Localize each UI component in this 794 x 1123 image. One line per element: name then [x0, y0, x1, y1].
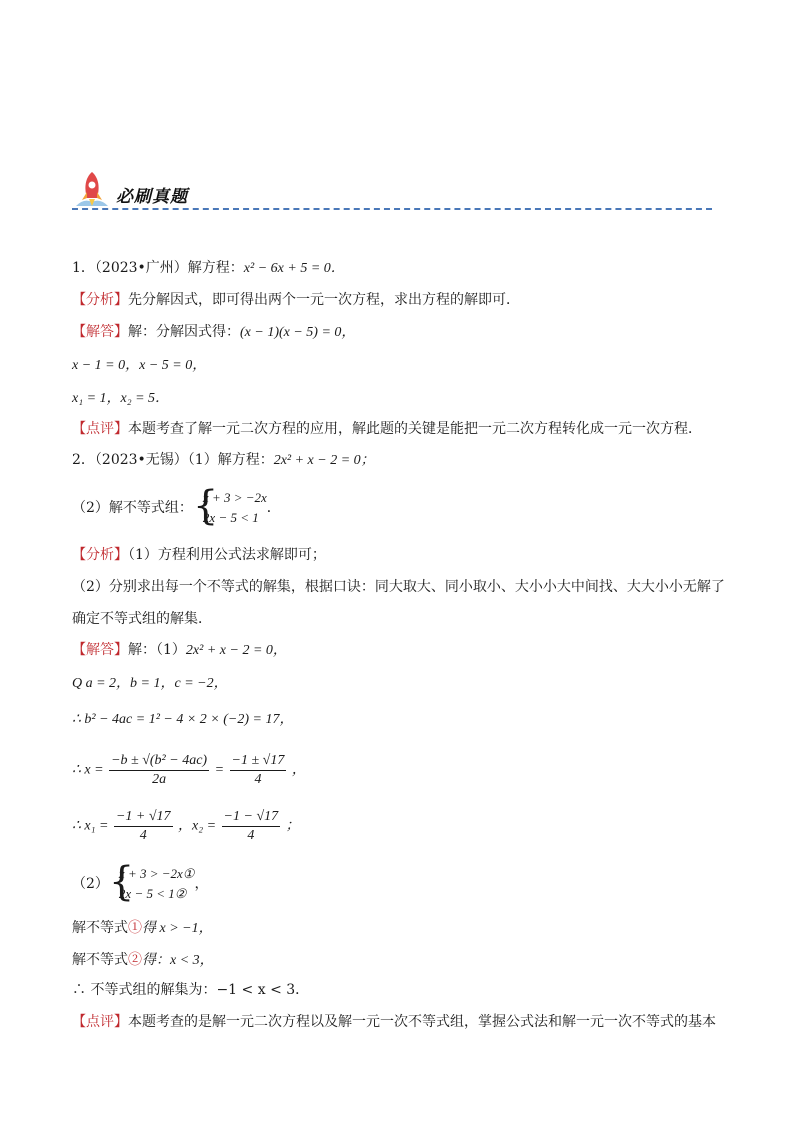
banner-divider [72, 208, 712, 210]
q1-step2: x − 1 = 0，x − 5 = 0， [72, 358, 207, 373]
q2-formula-frac1 [109, 752, 209, 789]
q2-analysis-line2: （2）分别求出每一个不等式的解集，根据口诀：同大取大、同小取小、大小小大中间找、大大小小无解了 [72, 579, 725, 595]
q2-coefficients: Q a = 2，b = 1，c = −2， [72, 676, 228, 691]
q2-sys-row2: 2x − 5 < 1② [118, 886, 187, 901]
q2-root1-num: −1 + √17 [114, 808, 173, 827]
q1-answer-text: 解：分解因式得： [128, 324, 240, 340]
q2-root2-num: −1 − √17 [222, 808, 281, 827]
banner-title: 必刷真题 [116, 187, 188, 207]
q2-analysis [72, 545, 326, 565]
q2-analysis-line3: 确定不等式组的解集． [72, 611, 212, 627]
rocket-icon [72, 168, 112, 212]
section-banner [72, 168, 712, 214]
q2-roots-end: ； [285, 818, 300, 834]
q2-formula-num1: −b ± √(b² − 4ac) [109, 752, 209, 771]
q1-answer [72, 322, 355, 343]
brace-icon: { [192, 483, 219, 529]
q2-system-numbered [108, 859, 195, 905]
q2-formula-den1: 2a [152, 772, 167, 787]
q2-root2 [222, 808, 281, 845]
q1-analysis-text: 先分解因式，即可得出两个一元一次方程，求出方程的解即可． [128, 292, 520, 308]
q2-formula-end: ， [291, 762, 306, 778]
q2-answer [72, 640, 287, 661]
q2-answer-text1: 解：（1） [128, 642, 186, 658]
q2-ineq-row2: 2x − 5 < 1 [202, 510, 259, 525]
q2-formula-num2: −1 ± √17 [230, 752, 287, 771]
q2-final: ∴ 不等式组的解集为：−1 < x < 3． [72, 982, 310, 998]
q2-ineq-end: ． [266, 500, 281, 516]
q2-formula-den2: 4 [254, 772, 262, 787]
q2-sol1 [72, 918, 213, 939]
q2-analysis-text1: （1）方程利用公式法求解即可； [128, 547, 326, 563]
q2-stem-prefix: 2．（2023•无锡）（1）解方程： [72, 452, 274, 468]
q2-answer-tag: 【解答】 [72, 642, 128, 658]
q2-comment-tag: 【点评】 [72, 1014, 128, 1030]
q2-ineq-row1: x + 3 > −2x [202, 490, 267, 505]
q2-part2-stem [72, 483, 281, 529]
q1-comment-text: 本题考查了解一元二次方程的应用，解此题的关键是能把一元二次方程转化成一元一次方程． [128, 421, 702, 437]
q1-stem-prefix: 1．（2023•广州）解方程： [72, 260, 244, 276]
q1-analysis [72, 290, 520, 310]
q2-roots [72, 808, 300, 845]
q2-stem-math: 2x² + x − 2 = 0； [273, 453, 375, 468]
brace-icon: { [108, 859, 135, 905]
q2-root1-den: 4 [139, 828, 147, 843]
q2-formula-prefix: ∴ x = [72, 762, 104, 778]
q2-analysis-tag: 【分析】 [72, 547, 128, 563]
q2-sys-row1: x + 3 > −2x① [118, 866, 195, 881]
q2-part2-solution [72, 859, 209, 905]
q2-sol2-rest: 得：x < 3， [142, 953, 214, 968]
q2-discriminant: ∴ b² − 4ac = 1² − 4 × 2 × (−2) = 17， [72, 712, 294, 727]
q2-part2-label: （2） [72, 876, 109, 892]
q2-root2-den: 4 [247, 828, 255, 843]
q2-sol2-prefix: 解不等式 [72, 952, 128, 968]
q1-comment-tag: 【点评】 [72, 421, 128, 437]
q1-stem [72, 258, 345, 279]
q2-formula-frac2 [230, 752, 287, 789]
q2-root1 [114, 808, 173, 845]
q2-sol2 [72, 950, 214, 971]
q2-inequality-system [192, 483, 267, 529]
q2-answer-math1: 2x² + x − 2 = 0， [185, 643, 287, 658]
q2-part2-prefix: （2）解不等式组： [72, 500, 193, 516]
q1-answer-tag: 【解答】 [72, 324, 128, 340]
q1-comment [72, 419, 702, 439]
q1-answer-math: (x − 1)(x − 5) = 0， [240, 325, 356, 340]
q2-stem [72, 450, 375, 471]
q1-stem-math: x² − 6x + 5 = 0． [243, 261, 345, 276]
q2-roots-prefix: ∴ x₁ = [72, 818, 109, 834]
q2-formula [72, 752, 306, 789]
q2-sol1-mark: ① [128, 920, 142, 936]
q2-comment-text: 本题考查的是解一元二次方程以及解一元一次不等式组，掌握公式法和解一元一次不等式的基本 [128, 1014, 716, 1030]
q1-analysis-tag: 【分析】 [72, 292, 128, 308]
q2-roots-mid: ，x₂ = [178, 818, 217, 834]
q2-sys-end: ， [194, 876, 209, 892]
q1-step3: x₁ = 1，x₂ = 5． [72, 391, 170, 406]
q2-comment [72, 1012, 716, 1032]
q2-sol2-mark: ② [128, 952, 142, 968]
q2-sol1-prefix: 解不等式 [72, 920, 128, 936]
q2-sol1-rest: 得 x > −1， [142, 921, 213, 936]
q2-formula-eq: = [214, 762, 225, 778]
